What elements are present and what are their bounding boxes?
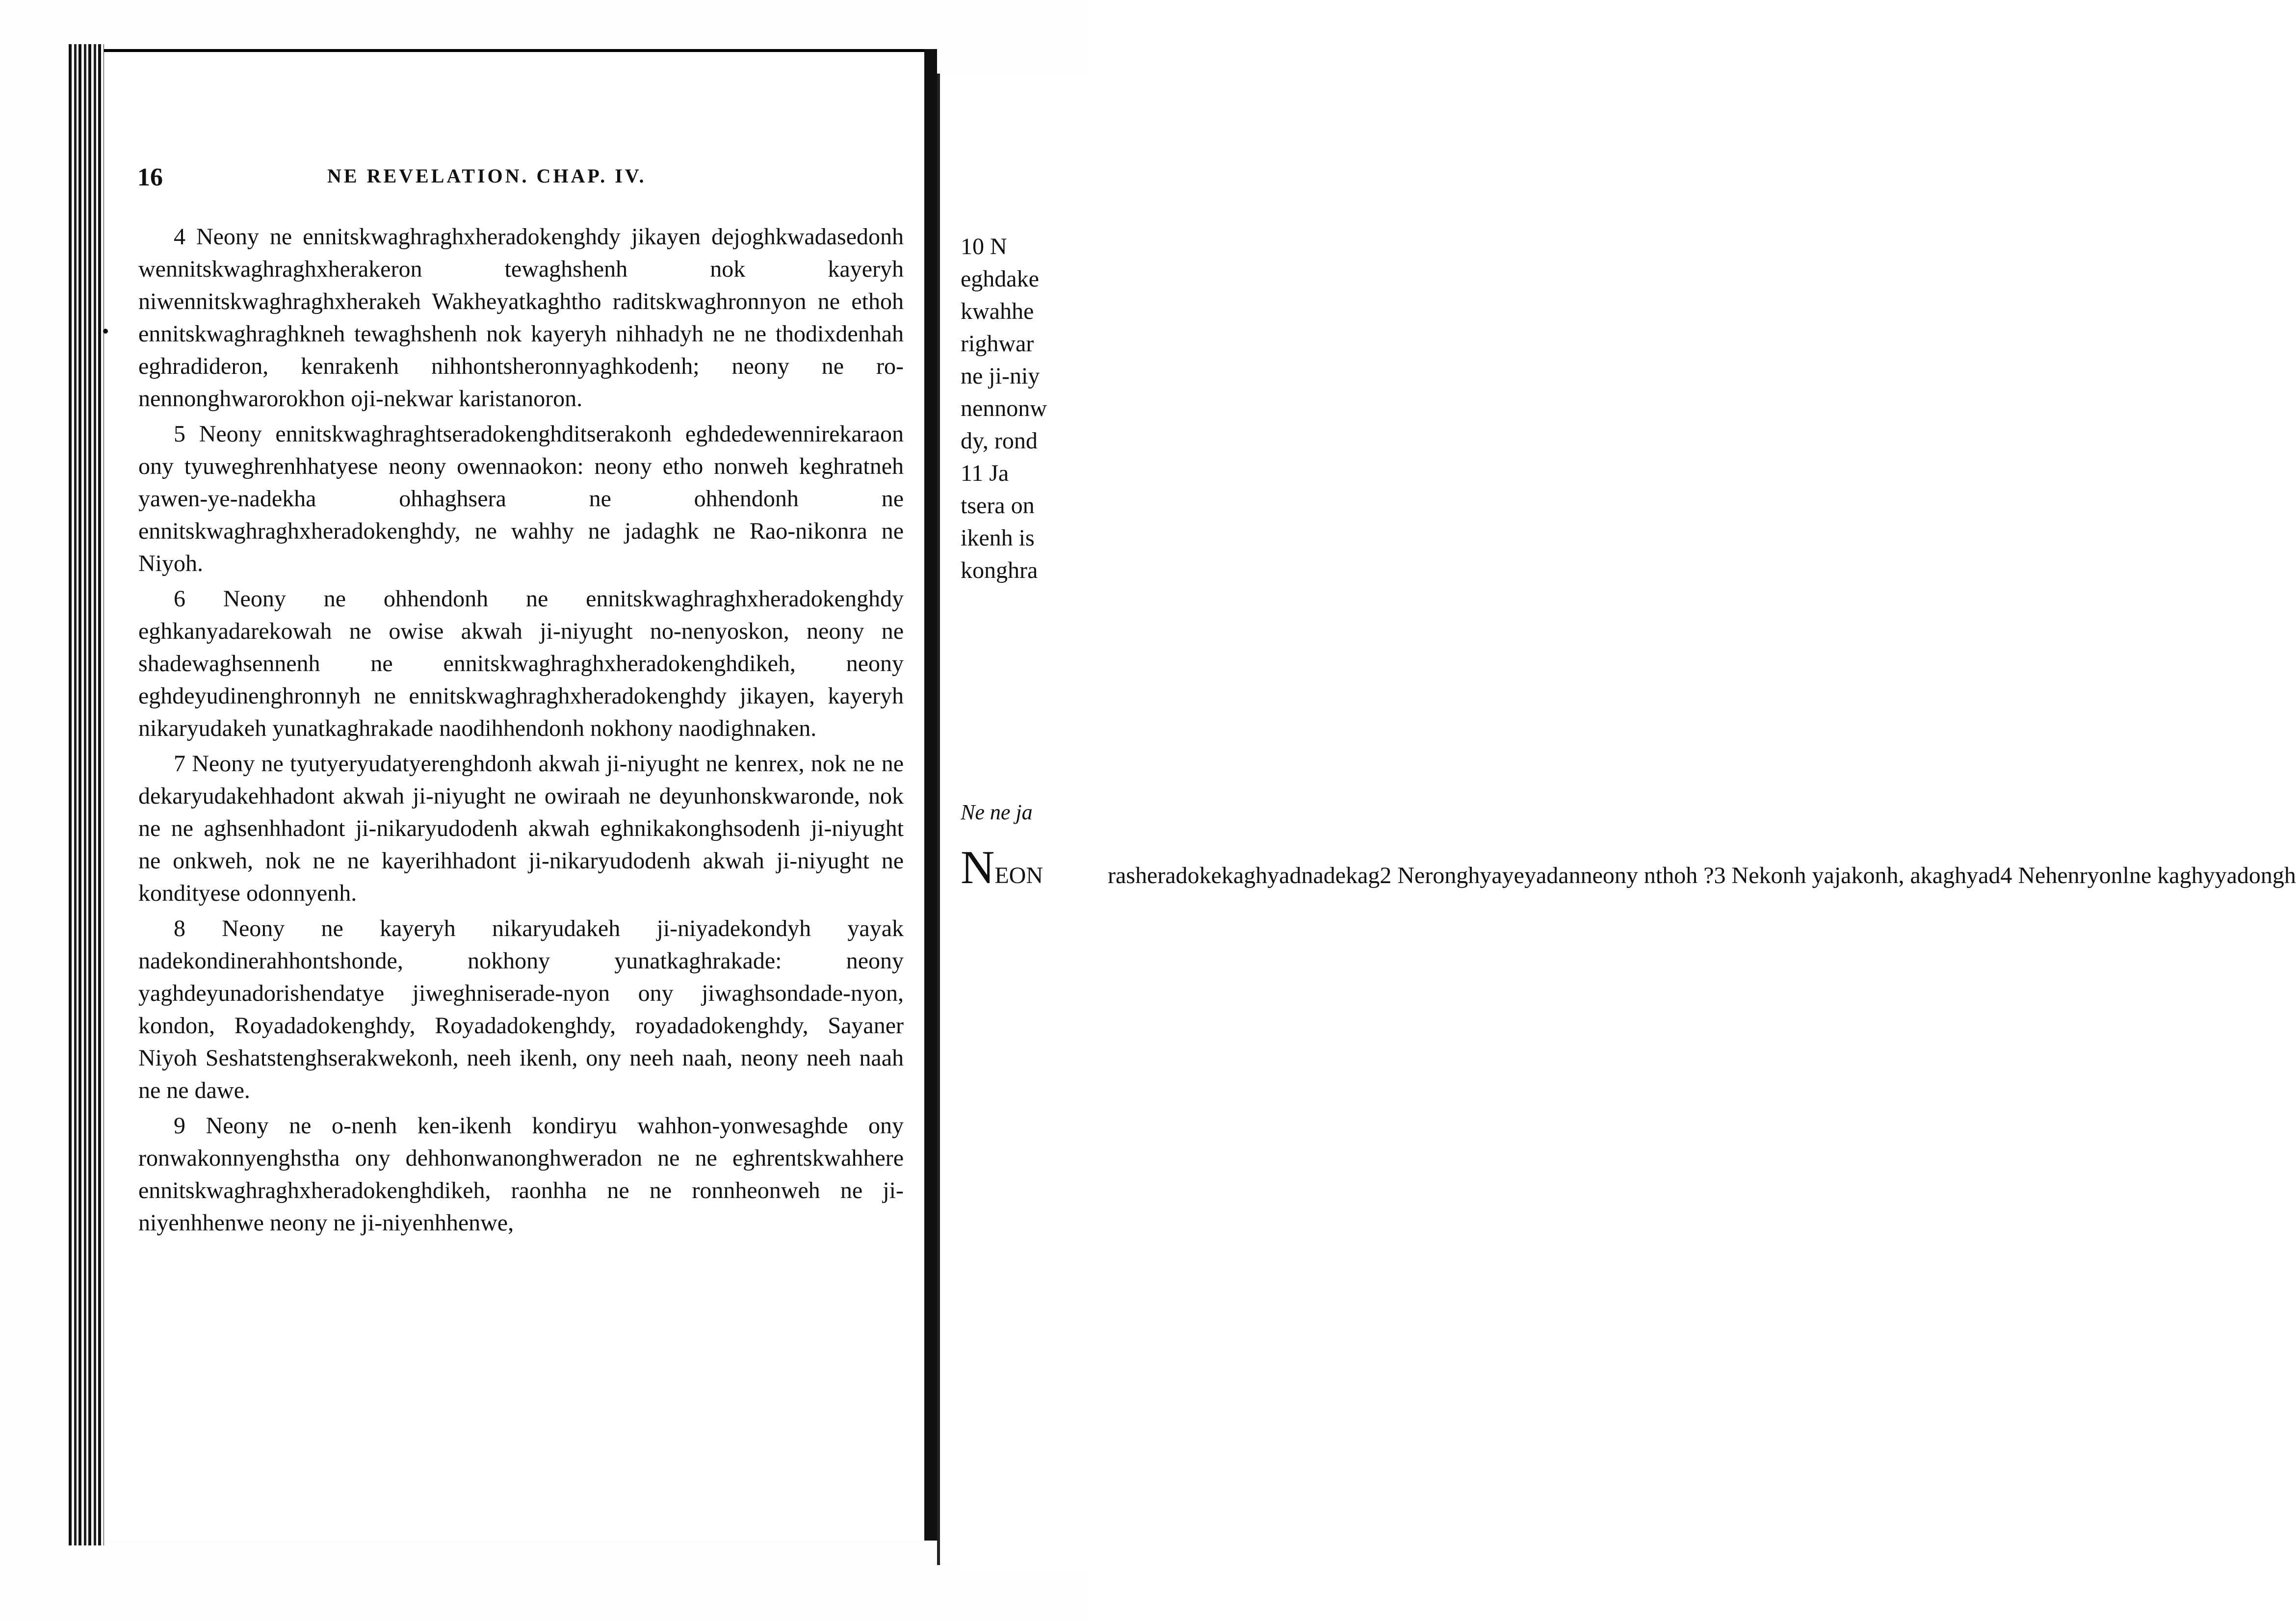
verse-text: Neony ne o-nenh ken-ikenh kondiryu wahhon-yonwesaghde ony ronwakonnyenghstha ony dehhonwanonghweradon ne ne eghrentskwahhere ennitskwaghraghxheradokenghdikeh, raonhha ne ne ronnheonweh ne ji-niyenhhenwe neony ne ji-niyenhhenwe,	[138, 1113, 904, 1236]
verse	[138, 583, 904, 745]
right-page-line: yeyadan	[1502, 863, 1581, 889]
right-page-line: yadongh	[2215, 863, 2296, 889]
right-page-line: tsera on	[961, 493, 1035, 519]
page-body	[138, 221, 904, 1242]
verse-number: 5	[174, 421, 185, 447]
verse-number: 6	[174, 586, 185, 612]
right-page-bottom-lines	[961, 841, 2296, 893]
verse	[138, 913, 904, 1107]
page-number: 16	[137, 163, 163, 191]
right-page-line: ikenh is	[961, 525, 1035, 551]
verse	[138, 221, 904, 415]
right-page-line: heradoke	[1135, 863, 1222, 889]
verse-number: 8	[174, 915, 185, 941]
right-page-line: 3 Ne	[1714, 863, 1759, 889]
right-page-top-lines	[961, 231, 1108, 587]
verse-text: Neony ne kayeryh nikaryudakeh ji-niyadekondyh yayak nadekondinerahhontshonde, nokhony yunatkaghrakade: neony yaghdeyunadorishendatye jiweghniserade-nyon ony jiwaghsondade-nyon, kondon, Royadadokenghdy, Royadadokenghdy, royadadokenghdy, Sayaner Niyoh Seshatstenghserakwekonh, neeh ikenh, ony neeh naah, neony neeh naah ne ne dawe.	[138, 915, 904, 1103]
right-page-line: nennonw	[961, 395, 1047, 421]
margin-dot	[103, 329, 108, 334]
right-page-line: jakonh, a	[1834, 863, 1921, 889]
right-page-line: kaghyad	[1920, 863, 2001, 889]
right-page-line: ne kaghy	[2129, 863, 2215, 889]
verse	[138, 748, 904, 910]
verse-text: Neony ne ohhendonh ne ennitskwaghraghxheradokenghdy eghkanyadarekowah ne owise akwah ji-niyught no-nenyoskon, neony ne shadewaghsennenh ne ennitskwaghraghxheradokenghdikeh, neony eghdeyudinenghronnyh ne ennitskwaghraghxheradokenghdy jikayen, kayeryh nikaryudakeh yunatkaghrakade naodihhendonh nokhony naodighnaken.	[138, 586, 904, 741]
verse	[138, 1110, 904, 1239]
right-page-line: eghdake	[961, 266, 1039, 292]
right-page-line: kaghyad	[1221, 863, 1302, 889]
right-page-partial	[957, 74, 2296, 1570]
verse-text: Neony ennitskwaghraghtseradokenghditserakonh eghdedewennirekaraon ony tyuweghrenhhatyese neony owennaokon: neony etho nonweh keghratneh yawen-ye-nadekha ohhaghsera ne ohhendonh ne ennitskwaghraghxheradokenghdy, ne wahhy ne jadaghk ne Rao-nikonra ne Niyoh.	[138, 421, 904, 576]
right-page-line: ne ji-niy	[961, 363, 1040, 389]
right-page-line: nadekag	[1301, 863, 1380, 889]
right-page-line: konghra	[961, 557, 1038, 583]
book-spine-edges	[69, 44, 104, 1545]
right-page-line: 2 Ne	[1380, 863, 1425, 889]
right-page-line: dy, rond	[961, 428, 1038, 454]
verse	[138, 418, 904, 580]
right-page-heading: Ne ne ja	[961, 800, 1033, 824]
verse-number: 9	[174, 1113, 185, 1139]
right-page-line: henryonl	[2045, 863, 2129, 889]
right-page-line: 10 N	[961, 234, 1007, 260]
right-page-line: 11 Ja	[961, 460, 1009, 486]
verse-number: 7	[174, 751, 185, 777]
verse-text: Neony ne ennitskwaghraghxheradokenghdy jikayen dejoghkwadasedonh wennitskwaghraghxherakeron tewaghshenh nok kayeryh niwennitskwaghraghxherakeh Wakheyatkaghtho raditskwaghronnyon ne ethoh ennitskwaghraghkneh tewaghshenh nok kayeryh nihhadyh ne ne thodixdenhah eghradideron, kenrakenh nihhontsheronnyaghkodenh; neony ne ro-nennonghwarorokhon oji-nekwar karistanoron.	[138, 224, 904, 412]
verse-number: 4	[174, 224, 185, 250]
right-page-line: kwahhe	[961, 298, 1034, 324]
right-page-line: 4 Ne	[2000, 863, 2046, 889]
verse-text: Neony ne tyutyeryudatyerenghdonh akwah ji-niyught ne kenrex, nok ne ne dekaryudakehhadont akwah ji-niyught ne owiraah ne deyunhonskwaronde, nok ne ne aghsenhhadont ji-nikaryudodenh akwah eghnikakonghsodenh ji-niyught ne onkweh, nok ne ne kayerihhadont ji-nikaryudodenh akwah ji-niyught ne kondityese odonnyenh.	[138, 751, 904, 906]
right-page-line: neony n	[1580, 863, 1656, 889]
right-page-line: righwar	[961, 331, 1034, 357]
drop-cap: N	[961, 841, 995, 893]
drop-cap-rest: EON	[994, 863, 1043, 889]
right-page-line: ras	[1107, 863, 1135, 889]
drop-cap-line	[961, 841, 1043, 893]
left-page	[104, 49, 937, 1541]
right-page-line: thoh ?	[1655, 863, 1714, 889]
right-page-line: ronghya	[1425, 863, 1502, 889]
right-page-line: konh ya	[1759, 863, 1834, 889]
running-head: NE REVELATION. CHAP. IV.	[327, 165, 647, 187]
